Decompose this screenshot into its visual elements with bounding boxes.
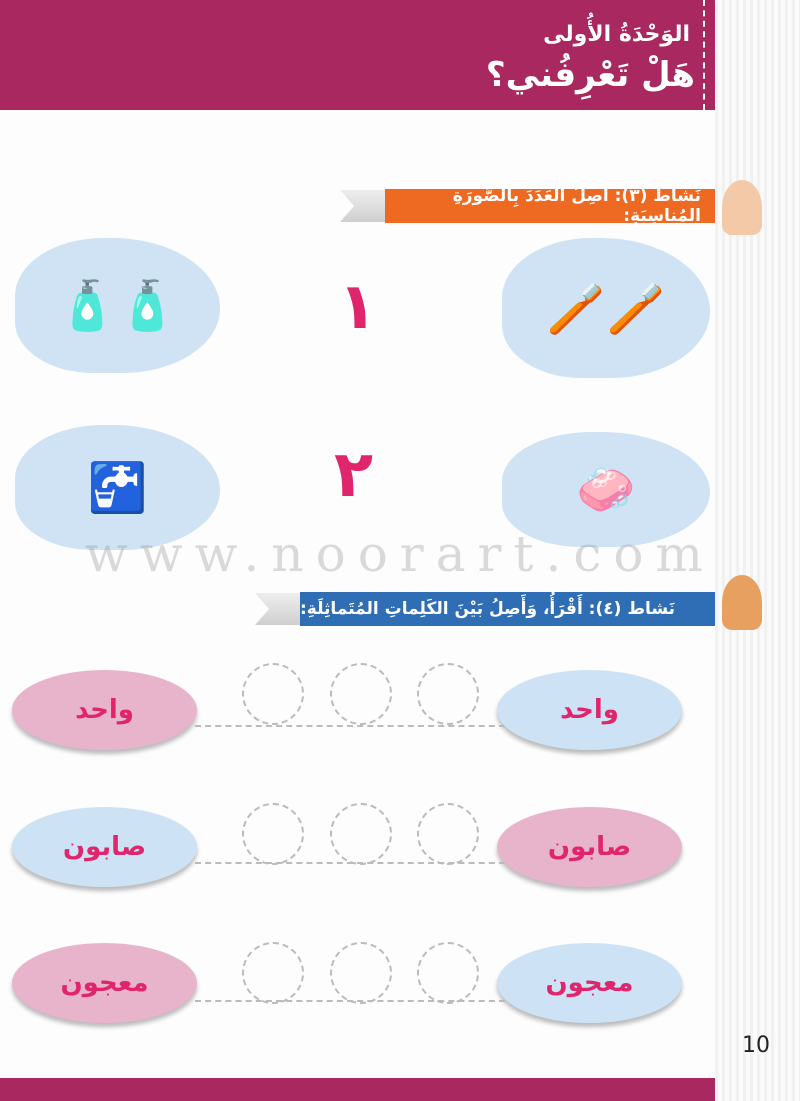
word-right-3[interactable]: معجون xyxy=(497,943,682,1023)
unit-label: الوَحْدَةُ الأُولى xyxy=(543,22,690,47)
ribbon-tail xyxy=(255,593,305,625)
letter-circle[interactable] xyxy=(417,663,479,725)
girl-illustration xyxy=(722,180,762,235)
activity4-banner: نَشاط (٤): أَقْرَأُ، وَأَصِلُ بَيْنَ الكَلِماتِ المُتَماثِلَةِ: xyxy=(300,592,715,626)
boy-drummer-illustration xyxy=(722,575,762,630)
word-left-2[interactable]: صابون xyxy=(12,807,197,887)
letter-circle[interactable] xyxy=(242,803,304,865)
footer-band xyxy=(0,1078,715,1101)
toothbrushes-picture[interactable]: 🪥🪥 xyxy=(502,238,710,378)
soap-picture[interactable]: 🧼 xyxy=(502,432,710,547)
page-number: 10 xyxy=(742,1033,770,1058)
faucet-picture[interactable]: 🚰 xyxy=(15,425,220,550)
connect-line xyxy=(195,725,505,727)
toothpaste-tubes-picture[interactable]: 🧴🧴 xyxy=(15,238,220,373)
letter-circle[interactable] xyxy=(242,942,304,1004)
letter-circle[interactable] xyxy=(417,942,479,1004)
number-one[interactable]: ١ xyxy=(338,270,378,344)
activity3-banner: نَشاط (٣): أَصِلُ العَدَدَ بِالصُّورَةِ المُناسِبَةِ: xyxy=(385,189,715,223)
letter-circle[interactable] xyxy=(417,803,479,865)
letter-circle[interactable] xyxy=(242,663,304,725)
letter-circle[interactable] xyxy=(330,942,392,1004)
letter-circle[interactable] xyxy=(330,803,392,865)
letter-circle[interactable] xyxy=(330,663,392,725)
word-right-2[interactable]: صابون xyxy=(497,807,682,887)
number-two[interactable]: ٢ xyxy=(334,438,374,512)
word-left-1[interactable]: واحد xyxy=(12,670,197,750)
word-right-1[interactable]: واحد xyxy=(497,670,682,750)
page-title: هَلْ تَعْرِفُني؟ xyxy=(485,55,695,95)
ribbon-tail xyxy=(340,190,390,222)
watermark: www.noorart.com xyxy=(85,525,715,583)
word-left-3[interactable]: معجون xyxy=(12,943,197,1023)
